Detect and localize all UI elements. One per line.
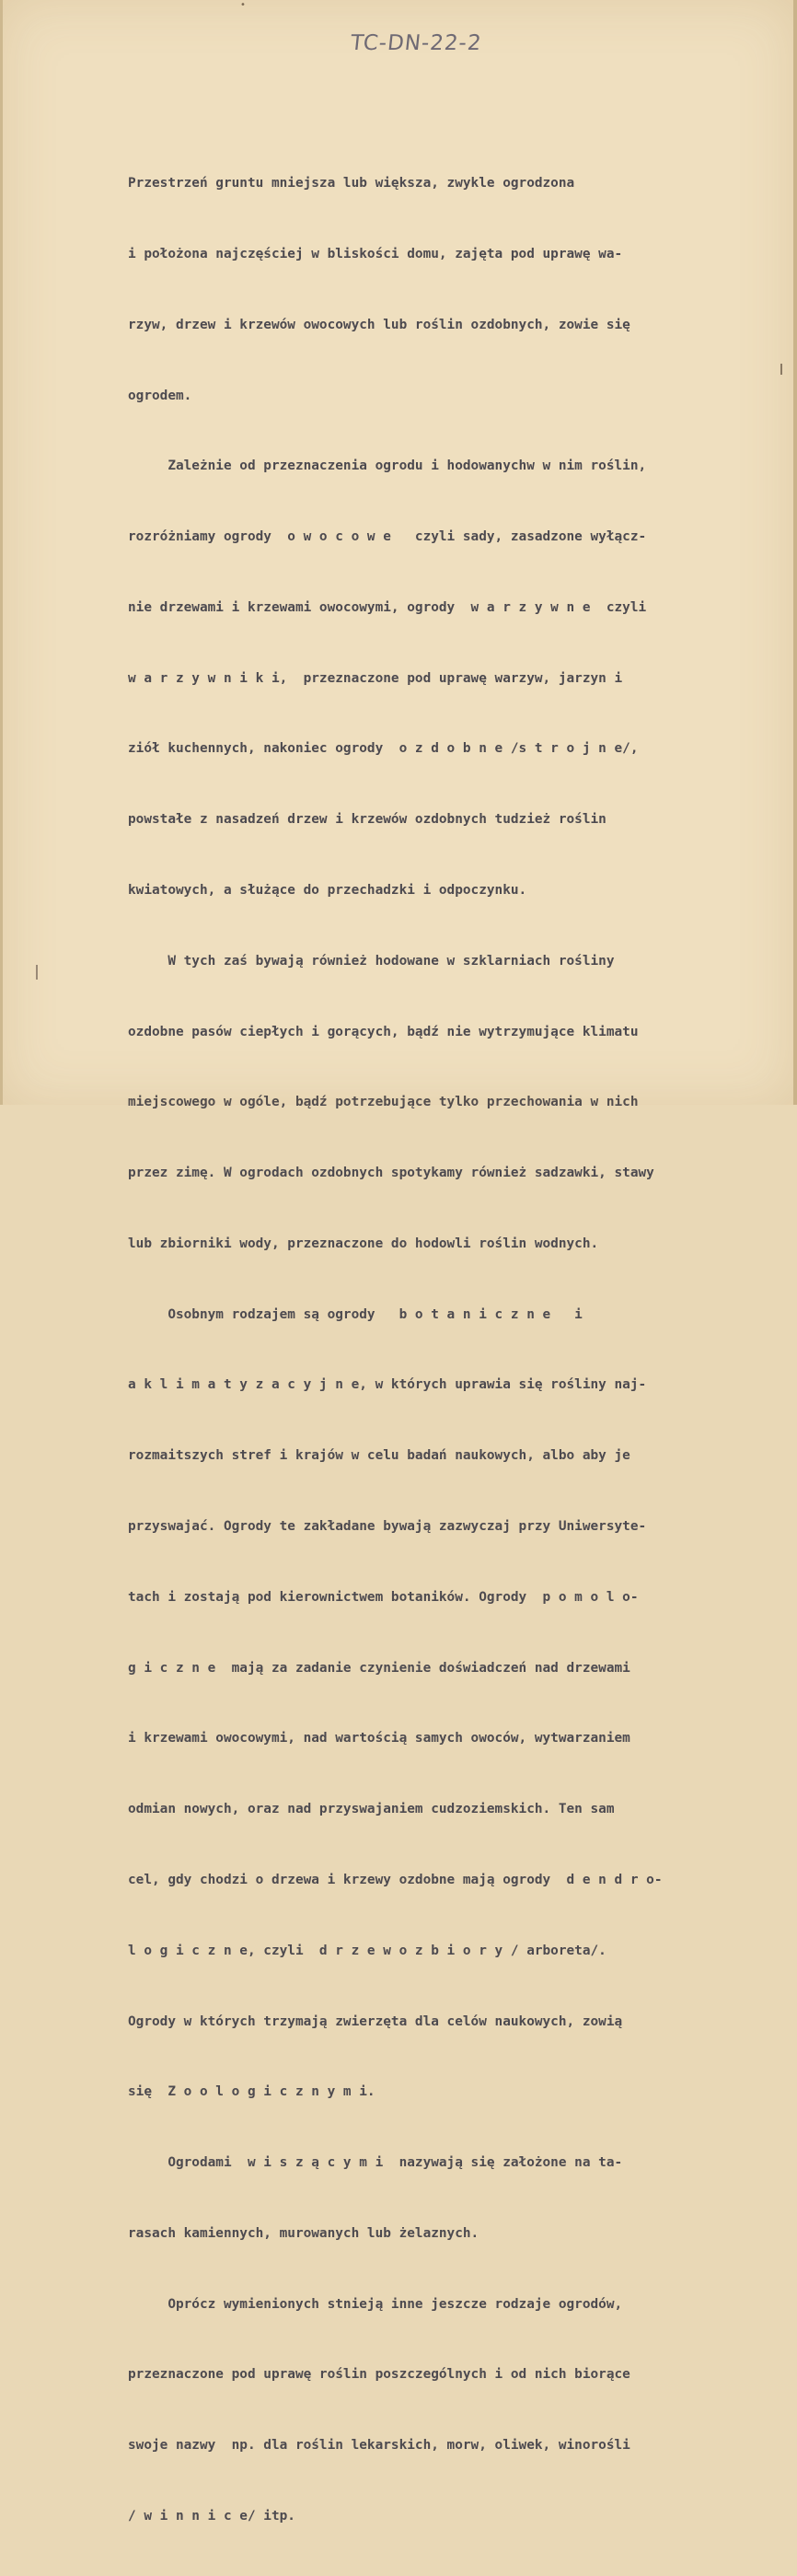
text-line: odmian nowych, oraz nad przyswajaniem cudzoziemskich. Ten sam [128, 1802, 615, 1817]
text-line: ziół kuchennych, nakoniec ogrody o z d o b n e /s t r o j n e/, [128, 741, 639, 757]
text-line: powstałe z nasadzeń drzew i krzewów ozdobnych tudzież roślin [128, 812, 606, 828]
text-line: w a r z y w n i k i, przeznaczone pod uprawę warzyw, jarzyn i [128, 670, 623, 686]
text-line: a k l i m a t y z a c y j n e, w których uprawia się rośliny naj- [128, 1377, 647, 1393]
text-line: przeznaczone pod uprawę roślin poszczególnych i od nich biorące [128, 2367, 630, 2383]
text-line: rasach kamiennych, murowanych lub żelaznych. [128, 2225, 479, 2241]
text-line: g i c z n e mają za zadanie czynienie doświadczeń nad drzewami [128, 1660, 630, 1676]
text-line: Przestrzeń gruntu mniejsza lub większa, zwykle ogrodzona [128, 176, 575, 191]
text-line: tach i zostają pod kierownictwem botaników. Ogrody p o m o l o- [128, 1589, 639, 1605]
text-line: W tych zaś bywają również hodowane w szklarniach rośliny [128, 953, 615, 969]
text-line: cel, gdy chodzi o drzewa i krzewy ozdobne mają ogrody d e n d r o- [128, 1872, 663, 1887]
text-line: i krzewami owocowymi, nad wartością samych owoców, wytwarzaniem [128, 1731, 630, 1746]
text-line: przez zimę. W ogrodach ozdobnych spotykamy również sadzawki, stawy [128, 1166, 654, 1181]
text-line: przyswajać. Ogrody te zakładane bywają zazwyczaj przy Uniwersyte- [128, 1519, 647, 1535]
margin-mark [36, 965, 38, 980]
text-line: ogrodem. [128, 388, 192, 403]
handwritten-reference-code: TC-DN-22-2 [349, 31, 483, 55]
text-line: Osobnym rodzajem są ogrody b o t a n i c z n e i [128, 1306, 583, 1322]
text-line: Ogrody w których trzymają zwierzęta dla celów naukowych, zowią [128, 2013, 623, 2029]
text-line: kwiatowych, a służące do przechadzki i odpoczynku. [128, 883, 527, 898]
text-line: nie drzewami i krzewami owocowymi, ogrody w a r z y w n e czyli [128, 599, 647, 615]
text-line: miejscowego w ogóle, bądź potrzebujące tylko przechowania w nich [128, 1095, 639, 1110]
text-line: / w i n n i c e/ itp. [128, 2508, 295, 2524]
top-mark: • [240, 0, 246, 10]
text-line: Ogrodami w i s z ą c y m i nazywają się założone na ta- [128, 2155, 623, 2171]
document-body [128, 125, 772, 2576]
text-line: się Z o o l o g i c z n y m i. [128, 2084, 375, 2100]
edge-mark [780, 364, 782, 375]
text-line: Zależnie od przeznaczenia ogrodu i hodowanychw w nim roślin, [128, 458, 647, 474]
text-line: rozmaitszych stref i krajów w celu badań naukowych, albo aby je [128, 1448, 630, 1464]
text-line: lub zbiorniki wody, przeznaczone do hodowli roślin wodnych. [128, 1236, 599, 1251]
text-line: rozróżniamy ogrody o w o c o w e czyli sady, zasadzone wyłącz- [128, 529, 647, 545]
text-line: ozdobne pasów ciepłych i gorących, bądź nie wytrzymujące klimatu [128, 1024, 639, 1039]
text-line: l o g i c z n e, czyli d r z e w o z b i o r y / arboreta/. [128, 1943, 606, 1958]
text-line: rzyw, drzew i krzewów owocowych lub roślin ozdobnych, zowie się [128, 317, 630, 332]
text-line: i położona najczęściej w bliskości domu, zajęta pod uprawę wa- [128, 246, 623, 261]
text-line: swoje nazwy np. dla roślin lekarskich, morw, oliwek, winorośli [128, 2438, 630, 2454]
text-line: Oprócz wymienionych stnieją inne jeszcze rodzaje ogrodów, [128, 2296, 623, 2312]
